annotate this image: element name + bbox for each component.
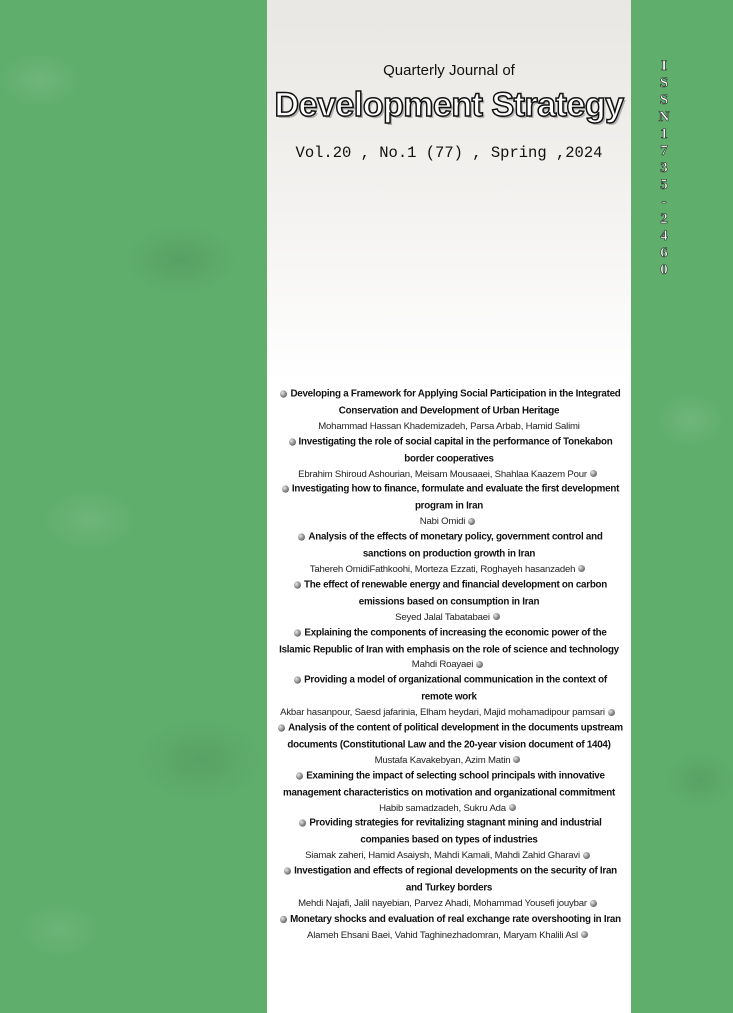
bullet-icon [509, 804, 516, 811]
toc-entry [267, 816, 631, 864]
toc-entry [267, 626, 631, 674]
issn-char: S [659, 92, 669, 108]
article-title[interactable]: Monetary shocks and evaluation of real exchange rate overshooting in Iran [267, 912, 631, 929]
issn-vertical [654, 58, 674, 279]
bullet-icon [513, 756, 520, 763]
article-title[interactable]: Developing a Framework for Applying Social Participation in the Integrated Conservation and Development of Urban Heritage [267, 386, 631, 419]
article-authors: Akbar hasanpour, Saesd jafarinia, Elham heydari, Majid mohamadipour pamsari [267, 705, 631, 721]
issn-char: 3 [660, 160, 668, 176]
bullet-icon [578, 565, 585, 572]
toc-entry [267, 578, 631, 626]
bullet-icon [583, 852, 590, 859]
table-of-contents [267, 387, 631, 944]
issn-char: 0 [660, 262, 668, 278]
toc-entry [267, 769, 631, 817]
article-title[interactable]: Analysis of the content of political development in the documents upstream documents (Constitutional Law and the 20-year vision document of 1404) [267, 720, 631, 753]
issn-char: 4 [660, 228, 668, 244]
bullet-icon [294, 581, 301, 588]
bullet-icon [282, 485, 289, 492]
article-authors: Mohammad Hassan Khademizadeh, Parsa Arbab, Hamid Salimi [318, 420, 580, 432]
bullet-icon [296, 772, 303, 779]
article-authors: Mustafa Kavakebyan, Azim Matin [267, 753, 631, 769]
issn-char: 5 [660, 177, 668, 193]
issn-char: I [661, 58, 667, 74]
article-authors: Seyed Jalal Tabatabaei [267, 610, 631, 626]
article-authors: Mehdi Najafi, Jalil nayebian, Parvez Ahadi, Mohammad Yousefi jouybar [267, 896, 631, 912]
bullet-icon [581, 931, 588, 938]
article-authors: Nabi Omidi [267, 514, 631, 530]
issn-char: 7 [660, 143, 668, 159]
issue-line: Vol.20 , No.1 (77) , Spring ,2024 [295, 144, 603, 162]
article-title[interactable]: Providing strategies for revitalizing stagnant mining and industrial companies based on types of industries [267, 816, 631, 849]
journal-title: Development Strategy [274, 86, 624, 124]
issn-char: 1 [660, 126, 668, 142]
toc-entry [267, 387, 631, 435]
bullet-icon [468, 518, 475, 525]
article-title[interactable]: Examining the impact of selecting school principals with innovative management characteristics on motivation and organizational commitment [283, 770, 615, 799]
article-title[interactable]: Providing a model of organizational communication in the context of remote work [267, 673, 631, 706]
bullet-icon [493, 613, 500, 620]
issn-char: N [658, 109, 670, 125]
toc-entry [267, 673, 631, 721]
article-authors: Siamak zaheri, Hamid Asaiysh, Mahdi Kamali, Mahdi Zahid Gharavi [267, 848, 631, 864]
toc-entry [267, 482, 631, 530]
bullet-icon [278, 724, 285, 731]
journal-pre-title: Quarterly Journal of [383, 62, 515, 79]
article-title[interactable]: The effect of renewable energy and financial development on carbon emissions based on consumption in Iran [267, 577, 631, 610]
article-title[interactable]: Explaining the components of increasing the economic power of the Islamic Republic of Iran with emphasis on the role of science and technology [279, 626, 619, 656]
toc-entry [267, 530, 631, 578]
bullet-icon [608, 709, 615, 716]
bullet-icon [590, 900, 597, 907]
bullet-icon [299, 819, 306, 826]
bullet-icon [280, 915, 287, 922]
toc-entry [267, 864, 631, 912]
toc-entry [267, 912, 631, 944]
article-title[interactable]: Investigating how to finance, formulate and evaluate the first development program in Iran [267, 482, 631, 515]
article-title[interactable]: Investigation and effects of regional developments on the security of Iran and Turkey borders [267, 863, 631, 896]
issn-char: 2 [660, 211, 668, 227]
article-authors: Mahdi Roayaei [267, 657, 631, 673]
bullet-icon [298, 533, 305, 540]
bullet-icon [294, 628, 301, 635]
article-authors: Alameh Ehsani Baei, Vahid Taghinezhadomran, Maryam Khalili Asl [267, 928, 631, 944]
bullet-icon [284, 867, 291, 874]
article-title[interactable]: Analysis of the effects of monetary policy, government control and sanctions on production growth in Iran [267, 529, 631, 562]
article-title[interactable]: Investigating the role of social capital in the performance of Tonekabon border cooperatives [267, 434, 631, 467]
bullet-icon [280, 390, 287, 397]
bullet-icon [294, 676, 301, 683]
issn-char: S [659, 75, 669, 91]
article-authors: Habib samadzadeh, Sukru Ada [267, 801, 631, 817]
article-authors: Tahereh OmidiFathkoohi, Morteza Ezzati, Roghayeh hasanzadeh [267, 562, 631, 578]
toc-entry [267, 435, 631, 483]
bullet-icon [590, 470, 597, 477]
issn-char: - [661, 194, 667, 210]
issn-char: 6 [660, 245, 668, 261]
article-authors: Ebrahim Shiroud Ashourian, Meisam Mousaaei, Shahlaa Kaazem Pour [267, 467, 631, 483]
bullet-icon [476, 661, 483, 668]
bullet-icon [289, 438, 296, 445]
toc-entry [267, 721, 631, 769]
